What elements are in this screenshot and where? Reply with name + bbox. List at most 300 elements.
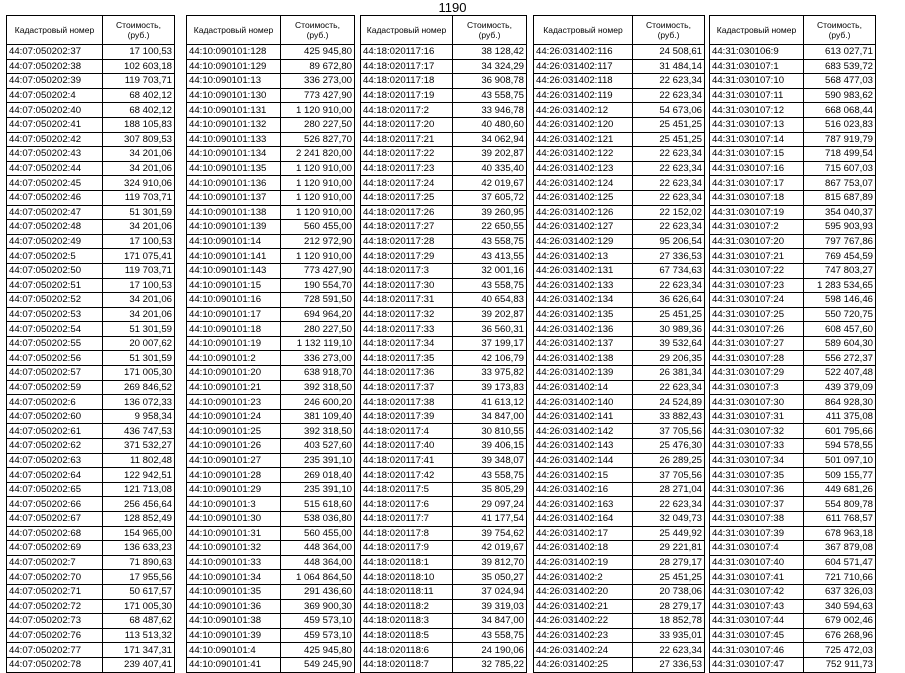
table-row [710, 643, 876, 658]
table-row [361, 497, 527, 512]
table-row [187, 366, 355, 381]
table-row [7, 351, 175, 366]
cadastral-number-cell: 44:18:020117:29 [361, 249, 453, 264]
cadastral-number-cell: 44:26:031402:120 [534, 117, 633, 132]
cost-cell: 35 050,27 [453, 570, 527, 585]
cost-cell: 68 402,12 [103, 103, 175, 118]
cadastral-number-cell: 44:31:030107:45 [710, 628, 804, 643]
table-row [534, 409, 705, 424]
cost-cell: 307 809,53 [103, 132, 175, 147]
cadastral-number-cell: 44:31:030107:24 [710, 293, 804, 308]
cadastral-number-cell: 44:10:090101:39 [187, 628, 281, 643]
cost-cell: 34 324,29 [453, 59, 527, 74]
cadastral-number-cell: 44:10:090101:19 [187, 336, 281, 351]
cost-cell: 43 558,75 [453, 628, 527, 643]
cadastral-number-cell: 44:31:030107:20 [710, 234, 804, 249]
table-row [534, 45, 705, 60]
table-row [534, 117, 705, 132]
cadastral-number-cell: 44:07:050202:43 [7, 147, 103, 162]
cost-cell: 718 499,54 [804, 147, 876, 162]
cadastral-number-cell: 44:31:030107:42 [710, 584, 804, 599]
cadastral-number-cell: 44:18:020118:2 [361, 599, 453, 614]
cadastral-number-cell: 44:07:050202:69 [7, 541, 103, 556]
cost-cell: 39 406,15 [453, 439, 527, 454]
cost-cell: 54 673,06 [633, 103, 705, 118]
cadastral-number-cell: 44:10:090101:137 [187, 190, 281, 205]
table-row [187, 512, 355, 527]
cost-cell: 31 484,14 [633, 59, 705, 74]
cadastral-number-cell: 44:10:090101:129 [187, 59, 281, 74]
cadastral-number-cell: 44:31:030107:41 [710, 570, 804, 585]
table-row [7, 599, 175, 614]
table-row [7, 541, 175, 556]
table-row [710, 351, 876, 366]
table-row [534, 453, 705, 468]
cadastral-number-cell: 44:26:031402:141 [534, 409, 633, 424]
table-row [710, 190, 876, 205]
table-row [361, 322, 527, 337]
cost-cell: 113 513,32 [103, 628, 175, 643]
cost-cell: 38 128,42 [453, 45, 527, 60]
cost-cell: 22 650,55 [453, 220, 527, 235]
cadastral-number-cell: 44:07:050202:38 [7, 59, 103, 74]
cost-cell: 22 623,34 [633, 161, 705, 176]
cadastral-number-cell: 44:18:020117:8 [361, 526, 453, 541]
cost-cell: 235 391,10 [281, 453, 355, 468]
table-row [187, 497, 355, 512]
cadastral-number-cell: 44:31:030107:17 [710, 176, 804, 191]
cadastral-number-cell: 44:18:020117:7 [361, 512, 453, 527]
cadastral-number-cell: 44:31:030107:46 [710, 643, 804, 658]
cost-cell: 594 578,55 [804, 439, 876, 454]
cadastral-number-cell: 44:10:090101:23 [187, 395, 281, 410]
cadastral-number-cell: 44:31:030106:9 [710, 45, 804, 60]
cost-cell: 22 623,34 [633, 88, 705, 103]
header-cadastral-number: Кадастровый номер [710, 16, 804, 45]
table-row [534, 584, 705, 599]
cadastral-number-cell: 44:10:090101:16 [187, 293, 281, 308]
cost-cell: 516 023,83 [804, 117, 876, 132]
table-row [7, 526, 175, 541]
cadastral-number-cell: 44:31:030107:34 [710, 453, 804, 468]
table-row [710, 584, 876, 599]
cadastral-number-cell: 44:26:031402:138 [534, 351, 633, 366]
cost-cell: 24 524,89 [633, 395, 705, 410]
table-row [710, 103, 876, 118]
table-row [7, 132, 175, 147]
table-row [534, 512, 705, 527]
cadastral-number-cell: 44:31:030107:16 [710, 161, 804, 176]
table-row [7, 176, 175, 191]
table-row [710, 263, 876, 278]
page-number: 1190 [438, 0, 467, 15]
cost-cell: 171 005,30 [103, 366, 175, 381]
cost-cell: 18 852,78 [633, 614, 705, 629]
table-row [534, 570, 705, 585]
cadastral-number-cell: 44:26:031402:125 [534, 190, 633, 205]
cadastral-number-cell: 44:18:020117:36 [361, 366, 453, 381]
cadastral-number-cell: 44:18:020117:30 [361, 278, 453, 293]
table-row [187, 409, 355, 424]
table-row [710, 59, 876, 74]
cost-cell: 27 336,53 [633, 657, 705, 672]
table-row [710, 234, 876, 249]
cadastral-number-cell: 44:31:030107:10 [710, 74, 804, 89]
table-row [534, 59, 705, 74]
table-row [710, 526, 876, 541]
table-row [7, 220, 175, 235]
table-row [361, 584, 527, 599]
cadastral-number-cell: 44:07:050202:48 [7, 220, 103, 235]
table-row [361, 599, 527, 614]
cadastral-number-cell: 44:31:030107:15 [710, 147, 804, 162]
cadastral-number-cell: 44:10:090101:27 [187, 453, 281, 468]
cadastral-number-cell: 44:31:030107:4 [710, 541, 804, 556]
cost-cell: 25 449,92 [633, 526, 705, 541]
cost-cell: 678 963,18 [804, 526, 876, 541]
table-row [534, 643, 705, 658]
cost-cell: 25 451,25 [633, 117, 705, 132]
table-row [534, 439, 705, 454]
header-cadastral-number: Кадастровый номер [7, 16, 103, 45]
cost-cell: 28 271,04 [633, 482, 705, 497]
cost-cell: 32 001,16 [453, 263, 527, 278]
cadastral-number-cell: 44:07:050202:68 [7, 526, 103, 541]
cost-cell: 190 554,70 [281, 278, 355, 293]
cadastral-number-cell: 44:07:050202:45 [7, 176, 103, 191]
cadastral-number-cell: 44:18:020118:10 [361, 570, 453, 585]
cost-cell: 17 100,53 [103, 278, 175, 293]
cost-cell: 613 027,71 [804, 45, 876, 60]
cadastral-number-cell: 44:18:020117:6 [361, 497, 453, 512]
table-row [361, 366, 527, 381]
cost-cell: 136 072,33 [103, 395, 175, 410]
cadastral-number-cell: 44:07:050202:67 [7, 512, 103, 527]
cadastral-number-cell: 44:18:020117:34 [361, 336, 453, 351]
cost-cell: 867 753,07 [804, 176, 876, 191]
cost-cell: 459 573,10 [281, 628, 355, 643]
table-row [361, 643, 527, 658]
cost-cell: 589 604,30 [804, 336, 876, 351]
cadastral-number-cell: 44:07:050202:52 [7, 293, 103, 308]
cadastral-number-cell: 44:26:031402:24 [534, 643, 633, 658]
header-cost: Стоимость, (руб.) [281, 16, 355, 45]
cadastral-table-5 [709, 15, 876, 673]
table-row [7, 103, 175, 118]
cadastral-number-cell: 44:07:050202:59 [7, 380, 103, 395]
table-row [534, 395, 705, 410]
table-row [710, 322, 876, 337]
cadastral-number-cell: 44:31:030107:33 [710, 439, 804, 454]
cadastral-number-cell: 44:10:090101:38 [187, 614, 281, 629]
cadastral-table-1 [6, 15, 175, 673]
cadastral-number-cell: 44:31:030107:26 [710, 322, 804, 337]
cadastral-number-cell: 44:10:090101:141 [187, 249, 281, 264]
cost-cell: 17 100,53 [103, 45, 175, 60]
table-row [534, 614, 705, 629]
cost-cell: 33 946,78 [453, 103, 527, 118]
table-row [361, 132, 527, 147]
table-row [7, 439, 175, 454]
cost-cell: 340 594,63 [804, 599, 876, 614]
header-cost: Стоимость, (руб.) [103, 16, 175, 45]
table-row [710, 628, 876, 643]
header-cadastral-number: Кадастровый номер [361, 16, 453, 45]
table-row [187, 307, 355, 322]
cost-cell: 369 900,30 [281, 599, 355, 614]
cost-cell: 51 301,59 [103, 351, 175, 366]
table-row [187, 132, 355, 147]
cadastral-number-cell: 44:26:031402:121 [534, 132, 633, 147]
table-row [710, 657, 876, 672]
cadastral-number-cell: 44:07:050202:61 [7, 424, 103, 439]
cost-cell: 1 120 910,00 [281, 205, 355, 220]
cost-cell: 590 983,62 [804, 88, 876, 103]
cost-cell: 864 928,30 [804, 395, 876, 410]
table-row [710, 380, 876, 395]
cost-cell: 40 654,83 [453, 293, 527, 308]
cadastral-number-cell: 44:18:020117:26 [361, 205, 453, 220]
table-row [7, 117, 175, 132]
cost-cell: 522 407,48 [804, 366, 876, 381]
table-header-row [361, 16, 527, 45]
cost-cell: 188 105,83 [103, 117, 175, 132]
cost-cell: 34 201,06 [103, 293, 175, 308]
table-row [187, 541, 355, 556]
cadastral-number-cell: 44:10:090101:4 [187, 643, 281, 658]
cadastral-number-cell: 44:31:030107:38 [710, 512, 804, 527]
cost-cell: 154 965,00 [103, 526, 175, 541]
cadastral-number-cell: 44:10:090101:24 [187, 409, 281, 424]
cadastral-number-cell: 44:07:050202:57 [7, 366, 103, 381]
cadastral-number-cell: 44:07:050202:62 [7, 439, 103, 454]
cost-cell: 22 623,34 [633, 380, 705, 395]
table-row [7, 205, 175, 220]
cadastral-number-cell: 44:18:020117:5 [361, 482, 453, 497]
table-row [361, 336, 527, 351]
table-row [7, 147, 175, 162]
table-row [187, 205, 355, 220]
table-row [710, 278, 876, 293]
cadastral-number-cell: 44:07:050202:37 [7, 45, 103, 60]
cost-cell: 608 457,60 [804, 322, 876, 337]
cadastral-number-cell: 44:10:090101:134 [187, 147, 281, 162]
table-row [361, 103, 527, 118]
table-row [710, 541, 876, 556]
table-row [361, 190, 527, 205]
cost-cell: 367 879,08 [804, 541, 876, 556]
cadastral-number-cell: 44:07:050202:73 [7, 614, 103, 629]
cadastral-number-cell: 44:10:090101:26 [187, 439, 281, 454]
table-row [534, 541, 705, 556]
cost-cell: 598 146,46 [804, 293, 876, 308]
cost-cell: 71 890,63 [103, 555, 175, 570]
cadastral-number-cell: 44:07:050202:77 [7, 643, 103, 658]
cost-cell: 1 064 864,50 [281, 570, 355, 585]
cost-cell: 515 618,60 [281, 497, 355, 512]
cost-cell: 33 882,43 [633, 409, 705, 424]
table-row [7, 45, 175, 60]
cadastral-number-cell: 44:26:031402:136 [534, 322, 633, 337]
cost-cell: 371 532,27 [103, 439, 175, 454]
table-row [534, 628, 705, 643]
cadastral-number-cell: 44:31:030107:29 [710, 366, 804, 381]
table-row [187, 278, 355, 293]
table-row [710, 117, 876, 132]
cadastral-number-cell: 44:31:030107:36 [710, 482, 804, 497]
cost-cell: 51 301,59 [103, 322, 175, 337]
cadastral-number-cell: 44:18:020118:11 [361, 584, 453, 599]
table-row [361, 88, 527, 103]
cost-cell: 256 456,64 [103, 497, 175, 512]
cadastral-number-cell: 44:07:050202:6 [7, 395, 103, 410]
cadastral-number-cell: 44:07:050202:63 [7, 453, 103, 468]
table-row [710, 249, 876, 264]
cadastral-number-cell: 44:26:031402:140 [534, 395, 633, 410]
cadastral-number-cell: 44:18:020117:31 [361, 293, 453, 308]
table-row [7, 249, 175, 264]
cadastral-number-cell: 44:26:031402:122 [534, 147, 633, 162]
cost-cell: 50 617,57 [103, 584, 175, 599]
cadastral-number-cell: 44:10:090101:132 [187, 117, 281, 132]
cost-cell: 381 109,40 [281, 409, 355, 424]
table-row [187, 526, 355, 541]
cadastral-number-cell: 44:10:090101:32 [187, 541, 281, 556]
cadastral-number-cell: 44:26:031402:131 [534, 263, 633, 278]
table-row [7, 336, 175, 351]
cost-cell: 676 268,96 [804, 628, 876, 643]
table-row [710, 482, 876, 497]
cost-cell: 550 720,75 [804, 307, 876, 322]
table-row [534, 380, 705, 395]
table-row [534, 74, 705, 89]
table-row [710, 599, 876, 614]
cost-cell: 22 623,34 [633, 497, 705, 512]
cost-cell: 34 201,06 [103, 161, 175, 176]
cost-cell: 403 527,60 [281, 439, 355, 454]
cost-cell: 34 062,94 [453, 132, 527, 147]
table-row [187, 424, 355, 439]
cost-cell: 20 007,62 [103, 336, 175, 351]
cadastral-number-cell: 44:26:031402:20 [534, 584, 633, 599]
cost-cell: 43 558,75 [453, 468, 527, 483]
cadastral-number-cell: 44:10:090101:29 [187, 482, 281, 497]
cadastral-number-cell: 44:31:030107:30 [710, 395, 804, 410]
table-row [710, 45, 876, 60]
table-row [7, 190, 175, 205]
cadastral-number-cell: 44:07:050202:46 [7, 190, 103, 205]
cost-cell: 715 607,03 [804, 161, 876, 176]
table-row [187, 336, 355, 351]
table-row [361, 59, 527, 74]
table-row [534, 234, 705, 249]
cost-cell: 336 273,00 [281, 351, 355, 366]
table-row [361, 176, 527, 191]
table-row [361, 161, 527, 176]
table-row [361, 278, 527, 293]
cost-cell: 171 075,41 [103, 249, 175, 264]
table-row [710, 307, 876, 322]
table-row [361, 234, 527, 249]
table-row [361, 45, 527, 60]
table-row [7, 555, 175, 570]
cost-cell: 752 911,73 [804, 657, 876, 672]
cadastral-number-cell: 44:07:050202:5 [7, 249, 103, 264]
cadastral-number-cell: 44:10:090101:20 [187, 366, 281, 381]
table-row [7, 161, 175, 176]
table-row [534, 336, 705, 351]
cadastral-number-cell: 44:26:031402:124 [534, 176, 633, 191]
cadastral-number-cell: 44:10:090101:2 [187, 351, 281, 366]
cost-cell: 22 623,34 [633, 147, 705, 162]
cadastral-number-cell: 44:26:031402:16 [534, 482, 633, 497]
cadastral-number-cell: 44:31:030107:12 [710, 103, 804, 118]
table-row [7, 424, 175, 439]
cost-cell: 95 206,54 [633, 234, 705, 249]
cost-cell: 39 173,83 [453, 380, 527, 395]
cadastral-number-cell: 44:07:050202:4 [7, 88, 103, 103]
cadastral-number-cell: 44:10:090101:133 [187, 132, 281, 147]
cadastral-number-cell: 44:07:050202:64 [7, 468, 103, 483]
cadastral-number-cell: 44:31:030107:21 [710, 249, 804, 264]
cadastral-number-cell: 44:26:031402:129 [534, 234, 633, 249]
table-row [710, 409, 876, 424]
cost-cell: 29 097,24 [453, 497, 527, 512]
table-row [7, 657, 175, 672]
cadastral-number-cell: 44:26:031402:18 [534, 541, 633, 556]
table-row [361, 307, 527, 322]
table-row [710, 555, 876, 570]
cost-cell: 815 687,89 [804, 190, 876, 205]
table-row [710, 147, 876, 162]
cadastral-number-cell: 44:07:050202:60 [7, 409, 103, 424]
cost-cell: 448 364,00 [281, 541, 355, 556]
cost-cell: 22 623,34 [633, 176, 705, 191]
cost-cell: 30 989,36 [633, 322, 705, 337]
table-row [534, 424, 705, 439]
table-row [361, 512, 527, 527]
table-row [710, 88, 876, 103]
cadastral-number-cell: 44:18:020118:6 [361, 643, 453, 658]
cost-cell: 501 097,10 [804, 453, 876, 468]
cadastral-number-cell: 44:07:050202:71 [7, 584, 103, 599]
cost-cell: 787 919,79 [804, 132, 876, 147]
cadastral-number-cell: 44:26:031402:17 [534, 526, 633, 541]
table-row [534, 366, 705, 381]
cadastral-number-cell: 44:18:020117:18 [361, 74, 453, 89]
table-row [361, 117, 527, 132]
cost-cell: 22 152,02 [633, 205, 705, 220]
cost-cell: 26 381,34 [633, 366, 705, 381]
cost-cell: 24 508,61 [633, 45, 705, 60]
cadastral-number-cell: 44:10:090101:30 [187, 512, 281, 527]
cadastral-number-cell: 44:10:090101:15 [187, 278, 281, 293]
table-row [7, 453, 175, 468]
cost-cell: 2 241 820,00 [281, 147, 355, 162]
table-row [187, 584, 355, 599]
table-row [361, 263, 527, 278]
header-cadastral-number: Кадастровый номер [534, 16, 633, 45]
cadastral-number-cell: 44:07:050202:47 [7, 205, 103, 220]
table-row [187, 161, 355, 176]
cadastral-number-cell: 44:18:020117:20 [361, 117, 453, 132]
cost-cell: 25 451,25 [633, 132, 705, 147]
cost-cell: 728 591,50 [281, 293, 355, 308]
cost-cell: 122 942,51 [103, 468, 175, 483]
cost-cell: 42 019,67 [453, 176, 527, 191]
cadastral-number-cell: 44:10:090101:13 [187, 74, 281, 89]
cadastral-number-cell: 44:10:090101:31 [187, 526, 281, 541]
